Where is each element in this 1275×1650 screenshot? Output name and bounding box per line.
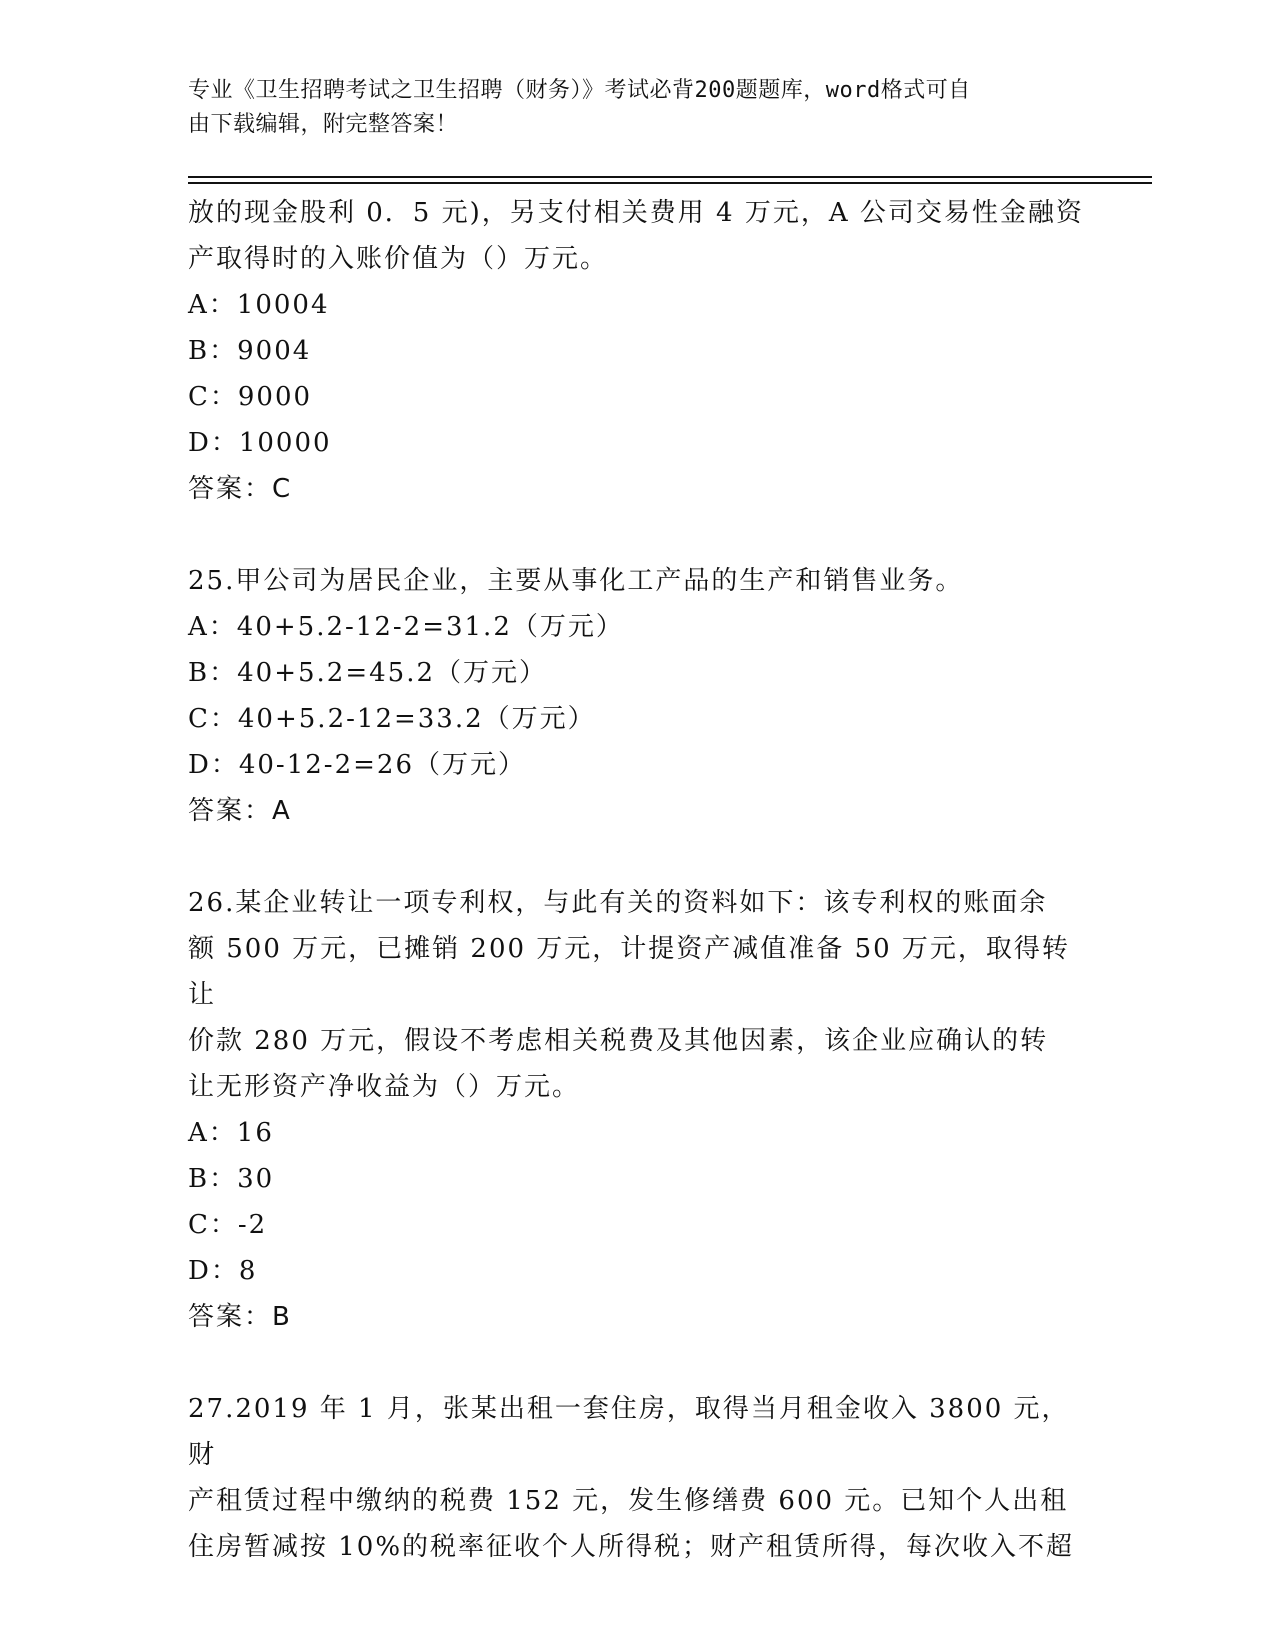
header-line-1: 专业《卫生招聘考试之卫生招聘（财务）》考试必背200题题库，word格式可自 <box>188 78 971 103</box>
header-rule-bottom <box>188 182 1152 184</box>
answer-line: 答案：C <box>188 474 293 504</box>
answer-line: 答案：B <box>188 1302 292 1332</box>
option-b: B：30 <box>188 1164 275 1194</box>
option-a: A：10004 <box>188 290 330 320</box>
question-27 <box>188 1386 1088 1570</box>
option-c: C：-2 <box>188 1210 268 1240</box>
spacer <box>188 1340 1088 1386</box>
option-d: D：8 <box>188 1256 258 1286</box>
spacer <box>188 512 1088 558</box>
question-text-line: 额 500 万元，已摊销 200 万元，计提资产减值准备 50 万元，取得转让 <box>188 934 1070 1010</box>
document-body <box>188 190 1088 1570</box>
document-header <box>188 74 1088 142</box>
option-c: C：9000 <box>188 382 313 412</box>
option-a: A：16 <box>188 1118 274 1148</box>
header-line-2: 由下载编辑，附完整答案！ <box>188 112 459 137</box>
question-text-line: 产取得时的入账价值为（）万元。 <box>188 244 609 274</box>
option-c: C：40+5.2-12=33.2（万元） <box>188 704 596 734</box>
option-a: A：40+5.2-12-2=31.2（万元） <box>188 612 624 642</box>
question-26 <box>188 880 1088 1340</box>
header-rule-top <box>188 176 1152 178</box>
question-text-line: 产租赁过程中缴纳的税费 152 元，发生修缮费 600 元。已知个人出租 <box>188 1486 1069 1516</box>
question-24 <box>188 190 1088 512</box>
question-text-line: 26.某企业转让一项专利权，与此有关的资料如下：该专利权的账面余 <box>188 888 1048 918</box>
question-text-line: 价款 280 万元，假设不考虑相关税费及其他因素，该企业应确认的转 <box>188 1026 1049 1056</box>
question-25 <box>188 558 1088 834</box>
question-text-line: 让无形资产净收益为（）万元。 <box>188 1072 581 1102</box>
option-b: B：40+5.2=45.2（万元） <box>188 658 548 688</box>
question-text-line: 27.2019 年 1 月，张某出租一套住房，取得当月租金收入 3800 元，财 <box>188 1394 1070 1470</box>
answer-line: 答案：A <box>188 796 292 826</box>
option-d: D：40-12-2=26（万元） <box>188 750 526 780</box>
question-text-line: 25.甲公司为居民企业，主要从事化工产品的生产和销售业务。 <box>188 566 964 596</box>
question-text-line: 住房暂减按 10%的税率征收个人所得税；财产租赁所得，每次收入不超 <box>188 1532 1075 1562</box>
option-d: D：10000 <box>188 428 332 458</box>
question-text-line: 放的现金股利 0．5 元)，另支付相关费用 4 万元，A 公司交易性金融资 <box>188 198 1084 228</box>
option-b: B：9004 <box>188 336 312 366</box>
spacer <box>188 834 1088 880</box>
